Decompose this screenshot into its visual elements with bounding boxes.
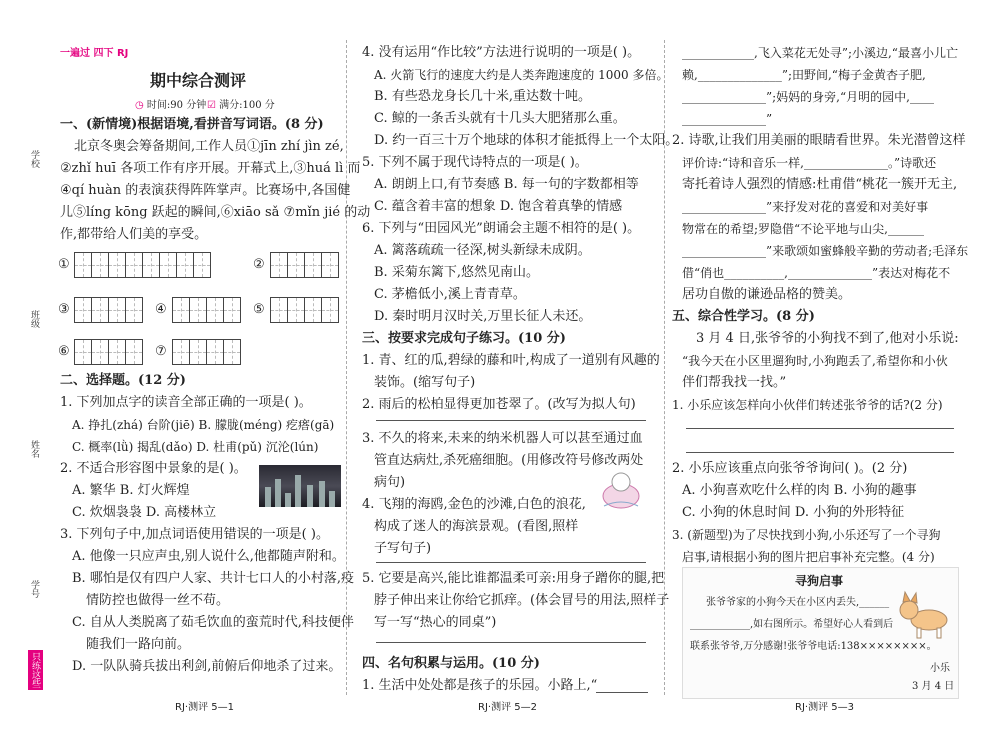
notice-line[interactable]: 张爷爷家的小狗今天在小区内丢失,______ — [706, 597, 890, 608]
answer-line[interactable] — [376, 420, 646, 421]
question[interactable]: ______________”来歌颂如蜜蜂般辛勤的劳动者;毛泽东 — [682, 244, 969, 258]
column-divider — [346, 40, 347, 695]
option: A. 火箭飞行的速度大约是人类奔跑速度的 1000 多倍。 — [374, 68, 669, 82]
option: A. 小狗喜欢吃什么样的肉 B. 小狗的趣事 — [682, 483, 917, 498]
question: 寄托着诗人强烈的情感:杜甫借“桃花一簇开无主, — [682, 177, 958, 192]
notice-line[interactable]: ____________,如右图所示。希望好心人看到后 — [690, 619, 894, 630]
option: B. 哪怕是仅有四户人家、共计七口人的小村落,疫 — [72, 571, 354, 586]
total-score: ☑ 满分:100 分 — [207, 100, 275, 111]
question: 装饰。(缩写句子) — [374, 375, 476, 390]
question: 5. 它要是高兴,能比谁都温柔可亲:用身子蹭你的腿,把 — [362, 571, 665, 586]
city-night-photo — [259, 465, 341, 507]
section-2-heading: 二、选择题。(12 分) — [60, 373, 186, 388]
option: B. 采菊东篱下,悠然见南山。 — [374, 265, 539, 280]
student-info-sidebar — [18, 40, 48, 700]
option: C. 概率(lǜ) 揭乱(dǎo) D. 杜甫(pǔ) 沉沦(lún) — [72, 440, 319, 454]
option: C. 鲸的一条舌头就有十几头大肥猪那么重。 — [374, 111, 626, 126]
option: D. 一队队骑兵拔出利剑,前俯后仰地杀了过来。 — [72, 659, 342, 674]
poem-blank-line[interactable]: ____________,飞入菜花无处寻”;小溪边,“最喜小儿亡 — [682, 46, 958, 60]
question[interactable]: 借“俏也__________,______________”表达对梅花不 — [682, 266, 951, 280]
question: 6. 下列与“田园风光”朗诵会主题不相符的是( )。 — [362, 221, 641, 236]
writing-grid-6[interactable] — [74, 339, 142, 365]
page-title: 期中综合测评 — [150, 71, 247, 90]
time-limit: ◷ 时间:90 分钟 — [135, 100, 207, 111]
question: 1. 生活中处处都是孩子的乐园。小路上,“ — [362, 678, 598, 693]
question: 病句) — [374, 475, 406, 490]
option: A. 挣扎(zhá) 台阶(jiē) B. 朦胧(méng) 疙瘩(gā) — [72, 418, 335, 432]
answer-line[interactable] — [686, 452, 954, 453]
grid-label: ⑤ — [253, 302, 265, 317]
name-label: 姓名 — [29, 440, 39, 458]
beach-illustration — [596, 468, 646, 512]
writing-grid-7[interactable] — [172, 339, 240, 365]
dog-illustration — [895, 590, 957, 642]
answer-line[interactable] — [376, 642, 646, 643]
question: 2. 雨后的松柏显得更加苍翠了。(改写为拟人句) — [362, 397, 636, 412]
question: 脖子伸出来让你给它抓痒。(体会冒号的用法,照样子 — [374, 593, 670, 608]
option: 情防控也做得一丝不苟。 — [86, 593, 230, 608]
option: A. 繁华 B. 灯火辉煌 — [72, 483, 190, 498]
grid-label: ② — [253, 257, 265, 272]
section-1-heading: 一、(新情境)根据语境,看拼音写词语。(8 分) — [60, 117, 324, 132]
question: 构成了迷人的海滨景观。(看图,照样 — [374, 519, 579, 534]
question: 1. 小乐应该怎样向小伙伴们转述张爷爷的话?(2 分) — [672, 398, 943, 412]
poem-blank-line[interactable]: 赖,______________”;田野间,“梅子金黄杏子肥, — [682, 68, 926, 82]
answer-line[interactable] — [686, 428, 954, 429]
notice-signature: 小乐 — [930, 663, 950, 674]
option: C. 炊烟袅袅 D. 高楼林立 — [72, 505, 217, 520]
writing-grid-4[interactable] — [172, 297, 240, 323]
question: 1. 下列加点字的读音全部正确的一项是( )。 — [60, 395, 312, 410]
question: 居功自傲的谦逊品格的赞美。 — [682, 287, 852, 302]
question: 3. (新题型)为了尽快找到小狗,小乐还写了一个寻狗 — [672, 528, 941, 542]
grid-label: ⑦ — [155, 344, 167, 359]
answer-line[interactable] — [376, 562, 646, 563]
passage-line: 儿⑤líng kōng 跃起的瞬间,⑥xiāo sǎ ⑦mǐn jié 的动 — [60, 205, 371, 220]
section-4-heading: 四、名句积累与运用。(10 分) — [362, 656, 540, 671]
writing-grid-3[interactable] — [74, 297, 142, 323]
answer-line[interactable] — [596, 692, 648, 693]
question: 1. 青、红的瓜,碧绿的藤和叶,构成了一道别有风趣的 — [362, 353, 660, 368]
page-footer: RJ·测评 5—2 — [478, 702, 537, 713]
notice-date: 3 月 4 日 — [912, 681, 955, 692]
poem-blank-line[interactable]: ______________” — [682, 112, 773, 126]
passage-line: ②zhǐ huī 各项工作有序开展。开幕式上,③huá lì 而 — [60, 161, 361, 176]
option: B. 有些恐龙身长几十米,重达数十吨。 — [374, 89, 591, 104]
tag-label: 只练这些 — [28, 650, 43, 690]
id-label: 学号 — [29, 580, 39, 598]
question: 写一写“热心的同桌”) — [374, 615, 497, 630]
question: 子写句子) — [374, 541, 432, 556]
passage-line: 作,都带给人们美的享受。 — [60, 227, 208, 242]
question[interactable]: 评价诗:“诗和音乐一样,______________。”诗歌还 — [682, 156, 937, 170]
school-label: 学校 — [29, 150, 39, 168]
option: D. 约一百三十万个地球的体积才能抵得上一个太阳。 — [374, 133, 679, 148]
poem-blank-line[interactable]: ______________”;妈妈的身旁,“月明的园中,____ — [682, 90, 934, 104]
section-5-heading: 五、综合性学习。(8 分) — [672, 309, 815, 324]
question: 管直达病灶,杀死癌细胞。(用修改符号修改两处 — [374, 453, 644, 468]
question: 5. 下列不属于现代诗特点的一项是( )。 — [362, 155, 588, 170]
notice-line: 联系张爷爷,万分感谢!张爷爷电话:138××××××××。 — [690, 641, 937, 652]
option: C. 蕴含着丰富的想象 D. 饱含着真挚的情感 — [374, 199, 623, 214]
option: A. 他像一只应声虫,别人说什么,他都随声附和。 — [72, 549, 345, 564]
brand-logo: 一遍过 四下 RJ — [60, 48, 129, 59]
option: A. 篱落疏疏一径深,树头新绿未成阴。 — [374, 243, 591, 258]
page-footer: RJ·测评 5—3 — [795, 702, 854, 713]
question: 启事,请根据小狗的图片把启事补充完整。(4 分) — [682, 550, 935, 564]
grid-label: ⑥ — [58, 344, 70, 359]
page-footer: RJ·测评 5—1 — [175, 702, 234, 713]
writing-grid-2[interactable] — [270, 252, 338, 278]
question[interactable]: 物常在的希望;罗隐借“不论平地与山尖,______ — [682, 222, 924, 236]
question[interactable]: ______________”来抒发对花的喜爱和对美好事 — [682, 200, 929, 214]
grid-label: ④ — [155, 302, 167, 317]
passage-line: “我今天在小区里遛狗时,小狗跑丢了,希望你和小伙 — [682, 354, 948, 368]
passage-line: 3 月 4 日,张爷爷的小狗找不到了,他对小乐说: — [696, 331, 959, 346]
passage-line: 伴们帮我找一找。” — [682, 375, 787, 390]
grid-label: ① — [58, 257, 70, 272]
option: C. 茅檐低小,溪上青青草。 — [374, 287, 526, 302]
passage-line: 北京冬奥会筹备期间,工作人员①jīn zhí jìn zé, — [74, 139, 344, 154]
question: 3. 下列句子中,加点词语使用错误的一项是( )。 — [60, 527, 329, 542]
passage-line: ④qí huàn 的表演获得阵阵掌声。比赛场中,各国健 — [60, 183, 351, 198]
section-3-heading: 三、按要求完成句子练习。(10 分) — [362, 331, 566, 346]
notice-title: 寻狗启事 — [795, 574, 844, 588]
question: 2. 小乐应该重点向张爷爷询问( )。(2 分) — [672, 461, 908, 476]
question: 4. 没有运用“作比较”方法进行说明的一项是( )。 — [362, 45, 641, 60]
option: A. 朗朗上口,有节奏感 B. 每一句的字数都相等 — [374, 177, 639, 192]
writing-grid-1[interactable] — [74, 252, 210, 278]
question: 3. 不久的将来,未来的纳米机器人可以甚至通过血 — [362, 431, 643, 446]
question: 2. 不适合形容图中景象的是( )。 — [60, 461, 247, 476]
question: 2. 诗歌,让我们用美丽的眼睛看世界。朱光潜曾这样 — [672, 133, 966, 148]
option: D. 秦时明月汉时关,万里长征人未还。 — [374, 309, 592, 324]
writing-grid-5[interactable] — [270, 297, 338, 323]
question: 4. 飞翔的海鸥,金色的沙滩,白色的浪花, — [362, 497, 586, 512]
option: C. 自从人类脱离了茹毛饮血的蛮荒时代,科技便伴 — [72, 615, 354, 630]
option: C. 小狗的休息时间 D. 小狗的外形特征 — [682, 505, 905, 520]
class-label: 班级 — [29, 310, 39, 328]
option: 随我们一路向前。 — [86, 637, 191, 652]
grid-label: ③ — [58, 302, 70, 317]
